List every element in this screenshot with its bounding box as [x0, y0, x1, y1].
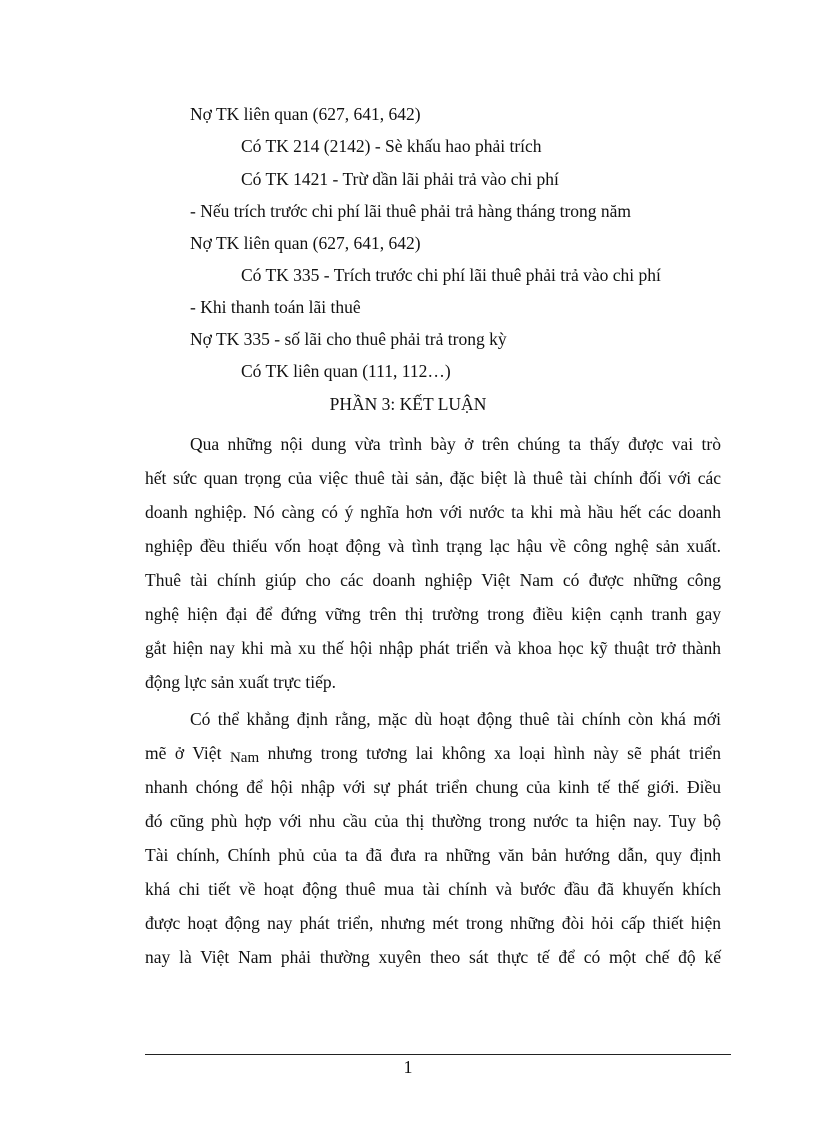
- paragraph-1-line-5: Thuê tài chính giúp cho các doanh nghiệp Việt Nam có được những công: [145, 570, 721, 590]
- entry-line-7: - Khi thanh toán lãi thuê: [190, 297, 361, 317]
- paragraph-1-line-7: gắt hiện nay khi mà xu thế hội nhập phát triển và khoa học kỹ thuật trở thành: [145, 638, 721, 658]
- paragraph-2-line-8: nay là Việt Nam phải thường xuyên theo sát thực tế để có một chế độ kế: [145, 947, 721, 967]
- paragraph-2-line-2: [145, 742, 721, 766]
- paragraph-1-line-4: nghiệp đều thiếu vốn hoạt động và tình trạng lạc hậu về công nghệ sản xuất.: [145, 536, 721, 556]
- paragraph-1-line-8: động lực sản xuất trực tiếp.: [145, 672, 337, 692]
- paragraph-1-line-2: hết sức quan trọng của việc thuê tài sản, đặc biệt là thuê tài chính đối với các: [145, 468, 721, 488]
- paragraph-2-line-6: khá chi tiết về hoạt động thuê mua tài chính và bước đầu đã khuyến khích: [145, 879, 721, 899]
- entry-line-1: Nợ TK liên quan (627, 641, 642): [190, 104, 421, 124]
- paragraph-2-line-2-start: mẽ ở Việt: [145, 743, 222, 763]
- paragraph-2-line-5: Tài chính, Chính phủ của ta đã đưa ra những văn bản hướng dẫn, quy định: [145, 845, 721, 865]
- paragraph-1-line-3: doanh nghiệp. Nó càng có ý nghĩa hơn với nước ta khi mà hầu hết các doanh: [145, 502, 721, 522]
- entry-line-4: - Nếu trích trước chi phí lãi thuê phải trả hàng tháng trong năm: [190, 201, 632, 221]
- paragraph-2-line-1: Có thể khẳng định rằng, mặc dù hoạt động thuê tài chính còn khá mới: [190, 709, 721, 729]
- paragraph-2-line-3: nhanh chóng để hội nhập với sự phát triển chung của kinh tế thế giới. Điều: [145, 777, 721, 797]
- section-heading: PHẦN 3: KẾT LUẬN: [329, 394, 487, 414]
- entry-line-5: Nợ TK liên quan (627, 641, 642): [190, 233, 421, 253]
- paragraph-2-line-2-end: nhưng trong tương lai không xa loại hình này sẽ phát triển: [267, 743, 721, 763]
- paragraph-1-line-1: Qua những nội dung vừa trình bày ở trên chúng ta thấy được vai trò: [190, 434, 721, 454]
- entry-line-8: Nợ TK 335 - số lãi cho thuê phải trả trong kỳ: [190, 329, 507, 349]
- paragraph-1-line-6: nghệ hiện đại để đứng vững trên thị trường trong điều kiện cạnh tranh gay: [145, 604, 721, 624]
- paragraph-2-line-7: được hoạt động nay phát triển, nhưng mét trong những đòi hỏi cấp thiết hiện: [145, 913, 721, 933]
- footer-rule: [145, 1054, 731, 1055]
- paragraph-2-line-4: đó cũng phù hợp với nhu cầu của thị thường trong nước ta hiện nay. Tuy bộ: [145, 811, 721, 831]
- page-number: 1: [403, 1057, 413, 1077]
- entry-line-2: Có TK 214 (2142) - Sè khấu hao phải trích: [241, 136, 542, 156]
- entry-line-9: Có TK liên quan (111, 112…): [241, 361, 451, 381]
- entry-line-3: Có TK 1421 - Trừ dần lãi phải trả vào chi phí: [241, 169, 559, 189]
- paragraph-2-line-2-sub: Nam: [229, 750, 260, 766]
- entry-line-6: Có TK 335 - Trích trước chi phí lãi thuê phải trả vào chi phí: [241, 265, 661, 285]
